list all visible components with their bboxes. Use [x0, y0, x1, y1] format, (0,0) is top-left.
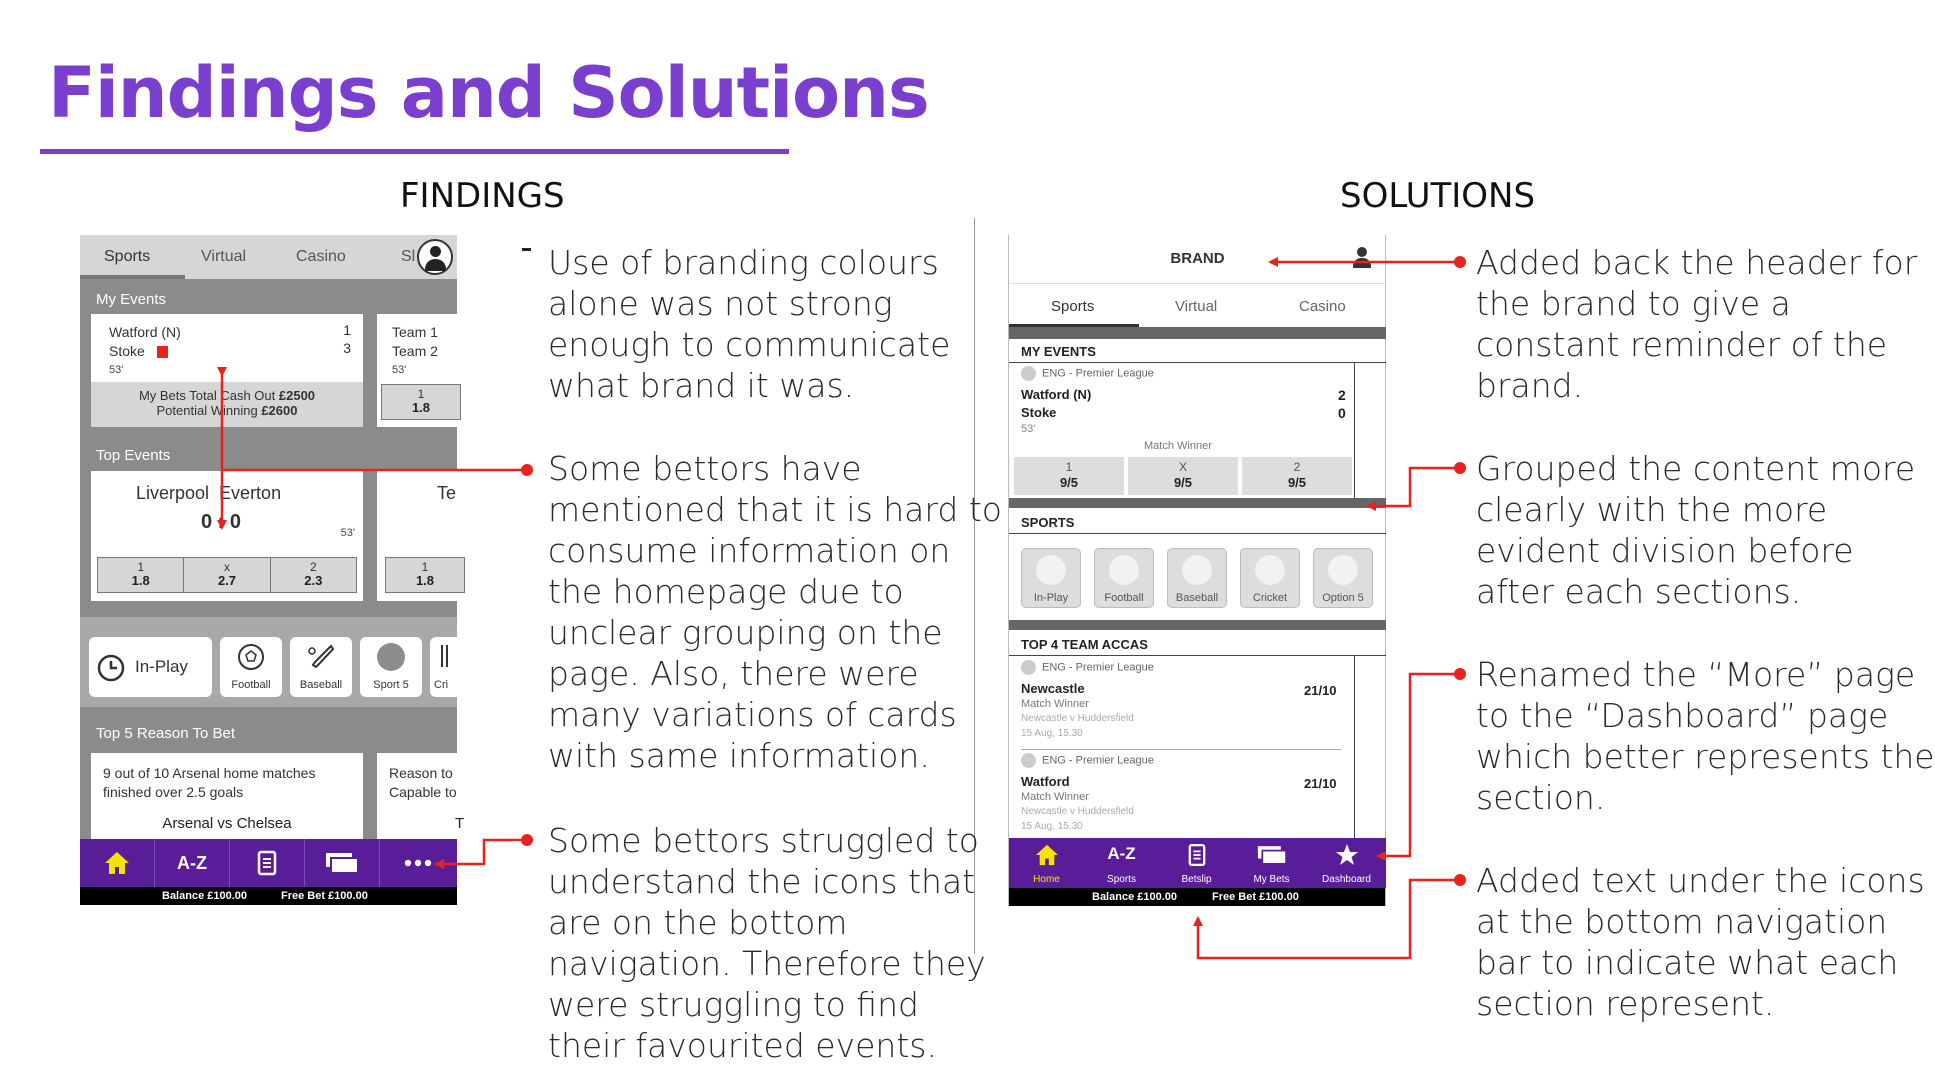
match-time: 53' — [1021, 423, 1036, 435]
sport-label: In-Play — [1033, 592, 1069, 604]
accas-label: TOP 4 TEAM ACCAS — [1021, 637, 1148, 652]
sports-label: SPORTS — [1021, 515, 1075, 530]
az-icon: A-Z — [1107, 844, 1136, 863]
callout-dot — [1454, 256, 1466, 268]
my-events-label: MY EVENTS — [1021, 344, 1096, 359]
acca-league: ENG - Premier League — [1021, 660, 1154, 675]
team-1: Team 1 — [392, 324, 438, 340]
tab-sports[interactable]: Sports — [1051, 298, 1095, 315]
tab-more[interactable]: Sl — [401, 248, 416, 265]
odds-button-home[interactable]: 1 9/5 — [1014, 457, 1124, 495]
cashout-label: My Bets Total Cash Out — [138, 388, 276, 403]
findings-heading: FINDINGS — [400, 176, 565, 216]
market-label: Match Winner — [1144, 440, 1212, 452]
team-2: Team 2 — [392, 343, 438, 359]
tab-sports[interactable]: Sports — [104, 248, 151, 265]
odds-button-draw[interactable]: X 9/5 — [1128, 457, 1238, 495]
nav-label: My Bets — [1253, 874, 1290, 885]
my-events-label: My Events — [96, 291, 167, 308]
callout-dot — [1454, 462, 1466, 474]
score-2: 0 — [1338, 405, 1346, 421]
acca-price[interactable]: 21/10 — [1304, 776, 1337, 791]
tab-virtual[interactable]: Virtual — [201, 248, 247, 265]
free-bet-text: Free Bet £100.00 — [1212, 891, 1299, 903]
acca-fixture: Newcastle v Huddersfield — [1021, 806, 1134, 817]
nav-arrow — [436, 840, 527, 864]
acca-date: 15 Aug, 15.30 — [1021, 728, 1083, 739]
team-2: Stoke — [109, 343, 145, 359]
reason-text-1: 9 out of 10 Arsenal home matches — [103, 765, 316, 781]
acca-market: Match Winner — [1021, 698, 1089, 710]
sport-label: Baseball — [1175, 592, 1219, 604]
az-icon: A-Z — [177, 852, 207, 873]
reason-text-2: finished over 2.5 goals — [103, 784, 244, 800]
dashboard-arrow — [1378, 674, 1460, 856]
reasons-label: Top 5 Reason To Bet — [96, 725, 235, 742]
solution-3: Renamed the “More” page to the “Dashboard” page which better represents the section. — [1476, 655, 1935, 817]
finding-3: Some bettors struggled to understand the icons that are on the bottom navigation. Therefore they were struggling to find their favourited events. — [548, 821, 986, 1065]
acca-team: Watford — [1021, 774, 1070, 789]
match-score: 0 : 0 — [201, 511, 242, 533]
tab-casino[interactable]: Casino — [296, 248, 346, 265]
potential-label: Potential Winning — [156, 403, 258, 418]
sport-label: Sport 5 — [373, 679, 409, 691]
odds-button[interactable]: 1 1.8 — [411, 387, 431, 415]
tab-virtual[interactable]: Virtual — [1175, 298, 1218, 315]
reason-text-2: Capable to — [389, 784, 457, 800]
free-bet-text: Free Bet £100.00 — [281, 890, 368, 902]
sport-label: Baseball — [299, 679, 343, 691]
nav-label-arrow — [1198, 880, 1460, 958]
match-time: 53' — [392, 364, 407, 376]
score-2: 3 — [343, 340, 351, 356]
acca-date: 15 Aug, 15.30 — [1021, 821, 1083, 832]
callout-dot — [521, 834, 533, 846]
sport-label: Cri — [434, 679, 449, 691]
callout-dot — [521, 464, 533, 476]
odds-button[interactable]: 1 1.8 — [415, 560, 435, 588]
sport-label: Football — [231, 679, 271, 691]
reason-match: Arsenal vs Chelsea — [162, 815, 292, 832]
odds-button-home[interactable]: 1 1.8 — [98, 558, 184, 592]
tab-casino[interactable]: Casino — [1299, 298, 1346, 315]
acca-market: Match Winner — [1021, 791, 1089, 803]
solutions-heading: SOLUTIONS — [1340, 176, 1536, 216]
sport-label: Option 5 — [1322, 592, 1364, 604]
match-teams: Liverpool Everton — [136, 483, 282, 503]
acca-team: Newcastle — [1021, 681, 1085, 696]
sport-label: Football — [1104, 592, 1144, 604]
top-events-label: Top Events — [96, 447, 171, 464]
team-1: Watford (N) — [1021, 387, 1092, 402]
nav-label: Dashboard — [1322, 874, 1371, 885]
solution-4: Added text under the icons at the bottom navigation bar to indicate what each section represent. — [1476, 861, 1925, 1023]
acca-price[interactable]: 21/10 — [1304, 683, 1337, 698]
match-time: 53' — [340, 527, 355, 539]
league-label: ENG - Premier League — [1021, 366, 1154, 381]
reason-match: T — [455, 815, 465, 832]
odds-button-away[interactable]: 2 2.3 — [304, 560, 323, 588]
divider-arrow — [1368, 468, 1460, 506]
sport-label: Cricket — [1252, 592, 1288, 604]
team-2: Stoke — [1021, 405, 1057, 420]
odds-button-draw[interactable]: x 2.7 — [184, 558, 270, 592]
acca-fixture: Newcastle v Huddersfield — [1021, 713, 1134, 724]
solution-2: Grouped the content more clearly with the more evident division before after each sections. — [1476, 449, 1916, 611]
acca-league: ENG - Premier League — [1021, 753, 1154, 768]
balance-text: Balance £100.00 — [162, 890, 248, 902]
cashout-value: £2500 — [278, 388, 316, 403]
match-time: 53' — [109, 364, 124, 376]
reason-text-1: Reason to — [389, 765, 453, 781]
match-teams: Te — [437, 483, 457, 503]
nav-label: Home — [1033, 874, 1060, 885]
score-1: 2 — [1338, 387, 1346, 403]
sport-label: In-Play — [135, 657, 188, 676]
potential-value: £2600 — [261, 403, 298, 418]
callout-dot — [1454, 668, 1466, 680]
solution-1: Added back the header for the brand to give a constant reminder of the brand. — [1476, 243, 1918, 405]
brand-header: BRAND — [1170, 250, 1225, 267]
team-1: Watford (N) — [109, 324, 181, 340]
nav-label: Betslip — [1181, 874, 1212, 885]
odds-button-away[interactable]: 2 9/5 — [1242, 457, 1352, 495]
finding-1: Use of branding colours alone was not strong enough to communicate what brand it was. — [548, 243, 951, 405]
score-1: 1 — [343, 322, 351, 338]
page-title: Findings and Solutions — [48, 52, 929, 134]
finding-2: Some bettors have mentioned that it is hard to consume information on the homepage due to unclear grouping on the page. Also, there were many variations of cards with same information. — [548, 449, 1002, 775]
callout-dot — [1454, 874, 1466, 886]
nav-label: Sports — [1107, 874, 1136, 885]
balance-text: Balance £100.00 — [1092, 891, 1178, 903]
